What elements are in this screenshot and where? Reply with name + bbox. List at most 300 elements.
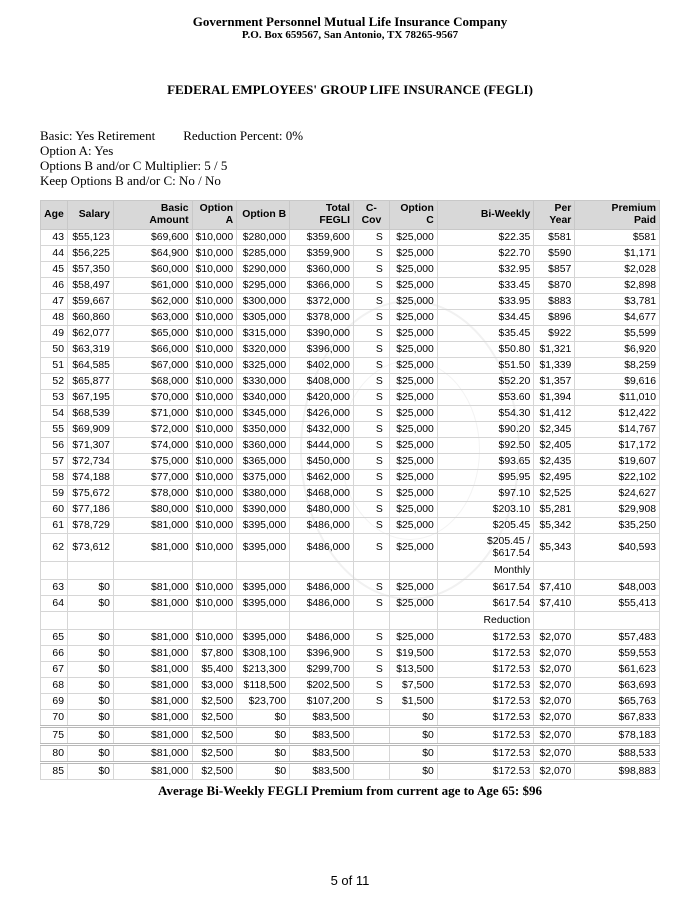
table-row xyxy=(41,342,660,358)
col-header-basic-amount: Basic Amount xyxy=(113,201,192,230)
cell-salary: $60,860 xyxy=(67,310,113,326)
cell-c-cov xyxy=(353,727,389,745)
cell-basic-amount: $62,000 xyxy=(113,294,192,310)
cell-per-year: $2,070 xyxy=(534,646,575,662)
cell-bi-weekly: $34.45 xyxy=(437,310,534,326)
cell-basic-amount: $81,000 xyxy=(113,662,192,678)
table-row xyxy=(41,678,660,694)
cell-basic-amount: $81,000 xyxy=(113,580,192,596)
cell-c-cov: S xyxy=(353,518,389,534)
cell-per-year: $883 xyxy=(534,294,575,310)
cell-option-a: $10,000 xyxy=(192,246,237,262)
cell-bi-weekly: $92.50 xyxy=(437,438,534,454)
cell-per-year: $870 xyxy=(534,278,575,294)
cell-option-c: $0 xyxy=(389,710,437,727)
cell-total-fegli: $372,000 xyxy=(290,294,354,310)
cell-option-c: $25,000 xyxy=(389,262,437,278)
cell-option-c: $25,000 xyxy=(389,518,437,534)
cell-premium-paid: $59,553 xyxy=(575,646,660,662)
cell-premium-paid: $48,003 xyxy=(575,580,660,596)
cell-age: 51 xyxy=(41,358,68,374)
cell-salary: $78,729 xyxy=(67,518,113,534)
cell-age: 49 xyxy=(41,326,68,342)
cell-bi-weekly: $52.20 xyxy=(437,374,534,390)
cell-option-a: $10,000 xyxy=(192,278,237,294)
cell-basic-amount: $71,000 xyxy=(113,406,192,422)
fegli-table xyxy=(40,200,660,780)
cell-option-a: $2,500 xyxy=(192,694,237,710)
cell-salary: $58,497 xyxy=(67,278,113,294)
cell-option-c: $25,000 xyxy=(389,374,437,390)
cell-option-b: $0 xyxy=(237,745,290,763)
cell-premium-paid: $98,883 xyxy=(575,763,660,780)
cell-salary: $59,667 xyxy=(67,294,113,310)
cell-total-fegli xyxy=(290,612,354,630)
cell-bi-weekly: $172.53 xyxy=(437,630,534,646)
cell-basic-amount: $81,000 xyxy=(113,678,192,694)
cell-option-b: $375,000 xyxy=(237,470,290,486)
table-row xyxy=(41,745,660,763)
cell-option-a: $10,000 xyxy=(192,326,237,342)
cell-total-fegli: $396,000 xyxy=(290,342,354,358)
cell-total-fegli: $299,700 xyxy=(290,662,354,678)
table-row xyxy=(41,390,660,406)
option-a: Option A: Yes xyxy=(40,143,114,158)
cell-option-a: $10,000 xyxy=(192,438,237,454)
cell-basic-amount: $81,000 xyxy=(113,646,192,662)
table-row xyxy=(41,438,660,454)
table-row xyxy=(41,230,660,246)
cell-option-a: $10,000 xyxy=(192,470,237,486)
cell-option-b: $395,000 xyxy=(237,518,290,534)
cell-option-b: $395,000 xyxy=(237,580,290,596)
cell-option-c: $25,000 xyxy=(389,580,437,596)
cell-bi-weekly: $172.53 xyxy=(437,727,534,745)
cell-salary: $73,612 xyxy=(67,534,113,562)
cell-option-c: $0 xyxy=(389,763,437,780)
table-row xyxy=(41,630,660,646)
cell-option-c: $25,000 xyxy=(389,454,437,470)
cell-basic-amount: $68,000 xyxy=(113,374,192,390)
cell-age: 52 xyxy=(41,374,68,390)
col-header-option-a: Option A xyxy=(192,201,237,230)
cell-total-fegli: $432,000 xyxy=(290,422,354,438)
cell-bi-weekly: Monthly xyxy=(437,562,534,580)
cell-age: 85 xyxy=(41,763,68,780)
col-header-option-c: Option C xyxy=(389,201,437,230)
cell-basic-amount: $67,000 xyxy=(113,358,192,374)
company-name: Government Personnel Mutual Life Insurance Company xyxy=(192,14,508,29)
cell-option-c: $25,000 xyxy=(389,278,437,294)
cell-option-b: $0 xyxy=(237,727,290,745)
cell-c-cov: S xyxy=(353,470,389,486)
cell-age: 54 xyxy=(41,406,68,422)
cell-premium-paid: $78,183 xyxy=(575,727,660,745)
cell-c-cov: S xyxy=(353,662,389,678)
cell-premium-paid: $65,763 xyxy=(575,694,660,710)
cell-salary xyxy=(67,612,113,630)
cell-premium-paid: $55,413 xyxy=(575,596,660,612)
cell-option-c: $25,000 xyxy=(389,246,437,262)
cell-option-b: $395,000 xyxy=(237,630,290,646)
cell-premium-paid: $3,781 xyxy=(575,294,660,310)
cell-bi-weekly: $205.45 / $617.54 xyxy=(437,534,534,562)
table-row xyxy=(41,454,660,470)
cell-total-fegli: $378,000 xyxy=(290,310,354,326)
cell-bi-weekly: $95.95 xyxy=(437,470,534,486)
cell-bi-weekly: $205.45 xyxy=(437,518,534,534)
cell-c-cov xyxy=(353,763,389,780)
options-summary xyxy=(40,128,303,188)
cell-salary: $71,307 xyxy=(67,438,113,454)
cell-bi-weekly: $203.10 xyxy=(437,502,534,518)
cell-basic-amount: $74,000 xyxy=(113,438,192,454)
cell-salary: $74,188 xyxy=(67,470,113,486)
cell-total-fegli: $486,000 xyxy=(290,518,354,534)
cell-option-c: $25,000 xyxy=(389,470,437,486)
options-multiplier: Options B and/or C Multiplier: 5 / 5 xyxy=(40,158,228,173)
cell-premium-paid: $9,616 xyxy=(575,374,660,390)
cell-age: 69 xyxy=(41,694,68,710)
cell-basic-amount: $77,000 xyxy=(113,470,192,486)
cell-option-b: $308,100 xyxy=(237,646,290,662)
cell-option-b: $360,000 xyxy=(237,438,290,454)
cell-salary: $0 xyxy=(67,630,113,646)
cell-age: 59 xyxy=(41,486,68,502)
cell-option-c: $25,000 xyxy=(389,630,437,646)
cell-per-year: $590 xyxy=(534,246,575,262)
cell-age: 66 xyxy=(41,646,68,662)
cell-c-cov xyxy=(353,745,389,763)
cell-salary: $72,734 xyxy=(67,454,113,470)
cell-premium-paid: $63,693 xyxy=(575,678,660,694)
cell-c-cov xyxy=(353,562,389,580)
table-row xyxy=(41,612,660,630)
cell-premium-paid: $61,623 xyxy=(575,662,660,678)
reduction-percent: Reduction Percent: 0% xyxy=(183,128,304,143)
cell-bi-weekly: $51.50 xyxy=(437,358,534,374)
table-row xyxy=(41,470,660,486)
cell-premium-paid: $19,607 xyxy=(575,454,660,470)
cell-per-year: $857 xyxy=(534,262,575,278)
cell-age: 75 xyxy=(41,727,68,745)
cell-option-b: $395,000 xyxy=(237,534,290,562)
cell-c-cov: S xyxy=(353,678,389,694)
company-address: P.O. Box 659567, San Antonio, TX 78265-9567 xyxy=(241,29,459,41)
cell-option-a: $2,500 xyxy=(192,763,237,780)
cell-basic-amount: $81,000 xyxy=(113,727,192,745)
cell-basic-amount: $61,000 xyxy=(113,278,192,294)
cell-option-a: $5,400 xyxy=(192,662,237,678)
cell-option-b: $300,000 xyxy=(237,294,290,310)
cell-option-b: $350,000 xyxy=(237,422,290,438)
cell-option-c xyxy=(389,612,437,630)
cell-age: 44 xyxy=(41,246,68,262)
cell-bi-weekly: $172.53 xyxy=(437,710,534,727)
cell-premium-paid: $40,593 xyxy=(575,534,660,562)
cell-age: 43 xyxy=(41,230,68,246)
cell-option-a: $3,000 xyxy=(192,678,237,694)
cell-bi-weekly: $172.53 xyxy=(437,646,534,662)
average-premium: Average Bi-Weekly FEGLI Premium from current age to Age 65: $96 xyxy=(158,783,542,798)
cell-per-year: $2,070 xyxy=(534,630,575,646)
cell-option-a: $10,000 xyxy=(192,342,237,358)
cell-option-a: $10,000 xyxy=(192,534,237,562)
cell-basic-amount: $69,600 xyxy=(113,230,192,246)
table-row xyxy=(41,534,660,562)
cell-basic-amount: $81,000 xyxy=(113,534,192,562)
cell-basic-amount: $81,000 xyxy=(113,694,192,710)
cell-per-year: $2,070 xyxy=(534,763,575,780)
cell-c-cov: S xyxy=(353,246,389,262)
cell-per-year: $2,405 xyxy=(534,438,575,454)
cell-age: 61 xyxy=(41,518,68,534)
cell-premium-paid: $8,259 xyxy=(575,358,660,374)
cell-option-b: $0 xyxy=(237,710,290,727)
cell-bi-weekly: $33.95 xyxy=(437,294,534,310)
cell-c-cov: S xyxy=(353,438,389,454)
cell-total-fegli xyxy=(290,562,354,580)
cell-salary: $0 xyxy=(67,678,113,694)
cell-option-c: $25,000 xyxy=(389,502,437,518)
cell-total-fegli: $450,000 xyxy=(290,454,354,470)
cell-per-year: $2,495 xyxy=(534,470,575,486)
cell-total-fegli: $83,500 xyxy=(290,763,354,780)
cell-total-fegli: $83,500 xyxy=(290,745,354,763)
table-row xyxy=(41,246,660,262)
cell-premium-paid: $35,250 xyxy=(575,518,660,534)
cell-per-year: $2,345 xyxy=(534,422,575,438)
cell-salary: $0 xyxy=(67,662,113,678)
cell-basic-amount: $81,000 xyxy=(113,596,192,612)
cell-option-a: $10,000 xyxy=(192,486,237,502)
cell-premium-paid: $4,677 xyxy=(575,310,660,326)
cell-option-c: $25,000 xyxy=(389,358,437,374)
cell-per-year: $896 xyxy=(534,310,575,326)
cell-per-year: $5,281 xyxy=(534,502,575,518)
table-row xyxy=(41,763,660,780)
cell-total-fegli: $420,000 xyxy=(290,390,354,406)
cell-age: 62 xyxy=(41,534,68,562)
cell-bi-weekly: $617.54 xyxy=(437,596,534,612)
table-row xyxy=(41,406,660,422)
cell-salary: $57,350 xyxy=(67,262,113,278)
table-row xyxy=(41,662,660,678)
cell-option-b: $395,000 xyxy=(237,596,290,612)
cell-basic-amount: $66,000 xyxy=(113,342,192,358)
cell-premium-paid: $24,627 xyxy=(575,486,660,502)
cell-option-b: $340,000 xyxy=(237,390,290,406)
cell-option-c xyxy=(389,562,437,580)
cell-option-a xyxy=(192,562,237,580)
cell-c-cov: S xyxy=(353,454,389,470)
cell-salary: $0 xyxy=(67,646,113,662)
cell-per-year: $2,070 xyxy=(534,694,575,710)
cell-basic-amount xyxy=(113,612,192,630)
cell-premium-paid: $11,010 xyxy=(575,390,660,406)
table-row xyxy=(41,486,660,502)
cell-bi-weekly: $172.53 xyxy=(437,763,534,780)
cell-option-c: $25,000 xyxy=(389,390,437,406)
col-header-premium-paid: Premium Paid xyxy=(575,201,660,230)
cell-salary: $0 xyxy=(67,710,113,727)
cell-per-year: $1,339 xyxy=(534,358,575,374)
cell-option-b: $0 xyxy=(237,763,290,780)
cell-option-b: $280,000 xyxy=(237,230,290,246)
cell-option-c: $25,000 xyxy=(389,534,437,562)
cell-salary: $62,077 xyxy=(67,326,113,342)
cell-salary: $65,877 xyxy=(67,374,113,390)
cell-bi-weekly: $97.10 xyxy=(437,486,534,502)
cell-basic-amount: $60,000 xyxy=(113,262,192,278)
cell-option-a: $10,000 xyxy=(192,294,237,310)
cell-basic-amount: $80,000 xyxy=(113,502,192,518)
cell-option-b: $213,300 xyxy=(237,662,290,678)
cell-age: 55 xyxy=(41,422,68,438)
cell-total-fegli: $359,600 xyxy=(290,230,354,246)
cell-per-year: $2,070 xyxy=(534,662,575,678)
cell-age: 65 xyxy=(41,630,68,646)
cell-per-year xyxy=(534,612,575,630)
table-row xyxy=(41,518,660,534)
cell-option-b: $23,700 xyxy=(237,694,290,710)
cell-option-b xyxy=(237,562,290,580)
cell-salary: $64,585 xyxy=(67,358,113,374)
cell-basic-amount: $81,000 xyxy=(113,630,192,646)
cell-age: 50 xyxy=(41,342,68,358)
table-row xyxy=(41,562,660,580)
cell-age: 68 xyxy=(41,678,68,694)
cell-option-a: $10,000 xyxy=(192,230,237,246)
cell-option-c: $25,000 xyxy=(389,310,437,326)
cell-age: 80 xyxy=(41,745,68,763)
cell-premium-paid: $2,898 xyxy=(575,278,660,294)
cell-salary: $69,909 xyxy=(67,422,113,438)
cell-salary: $0 xyxy=(67,727,113,745)
cell-premium-paid: $14,767 xyxy=(575,422,660,438)
cell-premium-paid: $57,483 xyxy=(575,630,660,646)
cell-total-fegli: $402,000 xyxy=(290,358,354,374)
cell-per-year: $7,410 xyxy=(534,596,575,612)
cell-salary: $77,186 xyxy=(67,502,113,518)
cell-basic-amount: $75,000 xyxy=(113,454,192,470)
cell-total-fegli: $408,000 xyxy=(290,374,354,390)
cell-premium-paid: $5,599 xyxy=(575,326,660,342)
cell-premium-paid: $67,833 xyxy=(575,710,660,727)
cell-total-fegli: $390,000 xyxy=(290,326,354,342)
cell-basic-amount xyxy=(113,562,192,580)
table-row xyxy=(41,326,660,342)
cell-c-cov xyxy=(353,612,389,630)
col-header-per-year: Per Year xyxy=(534,201,575,230)
cell-premium-paid: $29,908 xyxy=(575,502,660,518)
cell-c-cov: S xyxy=(353,374,389,390)
cell-option-c: $13,500 xyxy=(389,662,437,678)
cell-per-year: $2,070 xyxy=(534,727,575,745)
cell-c-cov: S xyxy=(353,502,389,518)
keep-options: Keep Options B and/or C: No / No xyxy=(40,173,221,188)
cell-option-a: $10,000 xyxy=(192,406,237,422)
cell-basic-amount: $81,000 xyxy=(113,518,192,534)
cell-total-fegli: $486,000 xyxy=(290,580,354,596)
cell-basic-amount: $81,000 xyxy=(113,763,192,780)
cell-option-c: $25,000 xyxy=(389,486,437,502)
cell-premium-paid: $1,171 xyxy=(575,246,660,262)
cell-c-cov: S xyxy=(353,694,389,710)
cell-total-fegli: $83,500 xyxy=(290,727,354,745)
cell-bi-weekly: $54.30 xyxy=(437,406,534,422)
basic-option: Basic: Yes Retirement xyxy=(40,128,156,143)
cell-option-a: $2,500 xyxy=(192,727,237,745)
cell-basic-amount: $81,000 xyxy=(113,745,192,763)
cell-salary: $0 xyxy=(67,763,113,780)
cell-option-a: $10,000 xyxy=(192,596,237,612)
cell-c-cov xyxy=(353,710,389,727)
cell-option-c: $25,000 xyxy=(389,422,437,438)
table-row xyxy=(41,727,660,745)
cell-c-cov: S xyxy=(353,486,389,502)
cell-option-a: $7,800 xyxy=(192,646,237,662)
cell-bi-weekly: $22.35 xyxy=(437,230,534,246)
table-header-row xyxy=(41,201,660,230)
cell-option-a: $2,500 xyxy=(192,745,237,763)
cell-option-b: $345,000 xyxy=(237,406,290,422)
cell-option-b: $390,000 xyxy=(237,502,290,518)
cell-bi-weekly: $32.95 xyxy=(437,262,534,278)
cell-c-cov: S xyxy=(353,262,389,278)
col-header-bi-weekly: Bi-Weekly xyxy=(437,201,534,230)
cell-c-cov: S xyxy=(353,294,389,310)
cell-total-fegli: $202,500 xyxy=(290,678,354,694)
cell-bi-weekly: $33.45 xyxy=(437,278,534,294)
cell-age: 46 xyxy=(41,278,68,294)
cell-per-year: $2,435 xyxy=(534,454,575,470)
cell-age: 45 xyxy=(41,262,68,278)
table-row xyxy=(41,580,660,596)
table-body xyxy=(41,230,660,780)
cell-age: 64 xyxy=(41,596,68,612)
cell-c-cov: S xyxy=(353,596,389,612)
cell-c-cov: S xyxy=(353,342,389,358)
cell-per-year: $5,343 xyxy=(534,534,575,562)
col-header-c-cov: C-Cov xyxy=(353,201,389,230)
cell-bi-weekly: $93.65 xyxy=(437,454,534,470)
cell-total-fegli: $486,000 xyxy=(290,534,354,562)
cell-premium-paid xyxy=(575,562,660,580)
cell-premium-paid: $17,172 xyxy=(575,438,660,454)
cell-per-year: $1,394 xyxy=(534,390,575,406)
cell-option-c: $7,500 xyxy=(389,678,437,694)
cell-age: 58 xyxy=(41,470,68,486)
cell-option-c: $0 xyxy=(389,745,437,763)
cell-c-cov: S xyxy=(353,390,389,406)
cell-premium-paid: $22,102 xyxy=(575,470,660,486)
cell-bi-weekly: $172.53 xyxy=(437,694,534,710)
cell-option-b: $118,500 xyxy=(237,678,290,694)
cell-total-fegli: $480,000 xyxy=(290,502,354,518)
cell-age: 56 xyxy=(41,438,68,454)
cell-option-b: $295,000 xyxy=(237,278,290,294)
table-row xyxy=(41,710,660,727)
cell-option-a: $10,000 xyxy=(192,262,237,278)
cell-option-b: $380,000 xyxy=(237,486,290,502)
cell-option-c: $25,000 xyxy=(389,342,437,358)
cell-option-b: $315,000 xyxy=(237,326,290,342)
cell-c-cov: S xyxy=(353,326,389,342)
cell-per-year: $2,525 xyxy=(534,486,575,502)
cell-basic-amount: $78,000 xyxy=(113,486,192,502)
cell-option-a: $10,000 xyxy=(192,454,237,470)
